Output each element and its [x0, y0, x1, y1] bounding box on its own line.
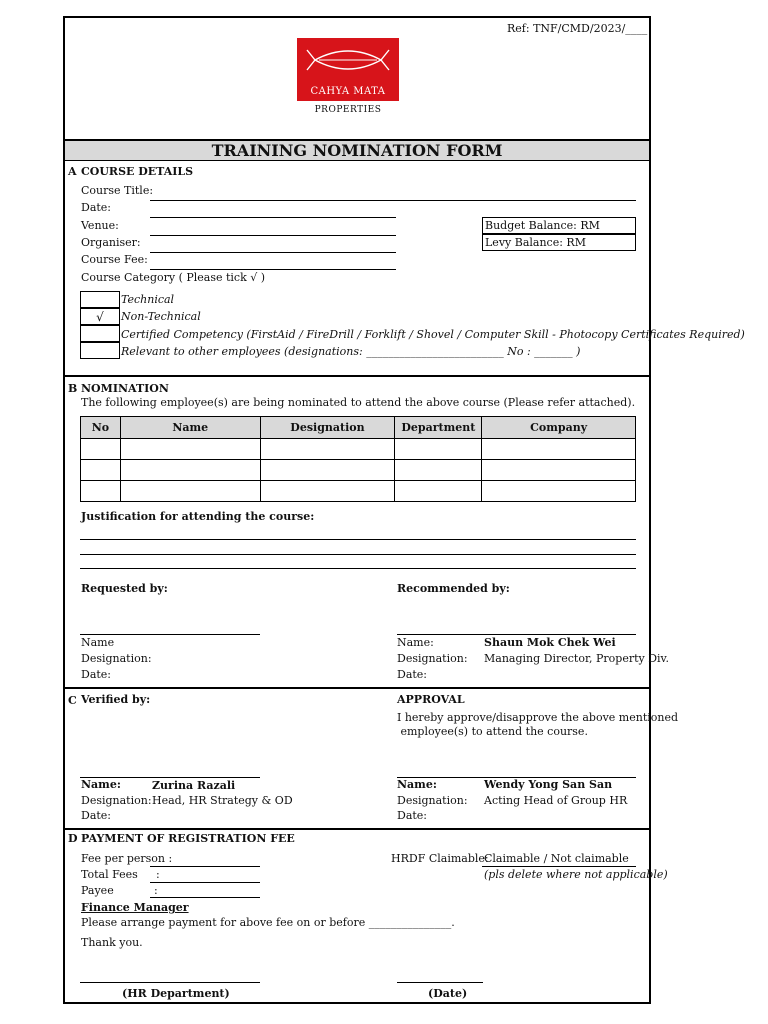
section-a-heading: COURSE DETAILS	[81, 165, 194, 178]
requester-name-label: Name	[81, 636, 115, 649]
tick-relevant-others[interactable]	[80, 342, 120, 359]
hrdf-note: (pls delete where not applicable)	[484, 868, 668, 881]
col-department-header: Department	[395, 417, 482, 439]
justification-line-2[interactable]	[80, 554, 636, 555]
date-caption: (Date)	[428, 987, 468, 1000]
section-b-heading: NOMINATION	[81, 382, 169, 395]
verifier-designation-label: Designation:	[81, 794, 152, 807]
table-cell[interactable]	[81, 460, 121, 481]
logo-subtitle: PROPERTIES	[314, 105, 382, 115]
table-header-row	[81, 417, 636, 439]
form-title: TRAINING NOMINATION FORM	[65, 139, 649, 161]
finance-manager-label: Finance Manager	[81, 901, 189, 914]
venue-label: Venue:	[81, 219, 119, 232]
approver-designation-label: Designation:	[397, 794, 468, 807]
table-row	[81, 481, 636, 502]
approval-text-line-2: employee(s) to attend the course.	[397, 725, 588, 738]
approver-designation: Acting Head of Group HR	[484, 794, 628, 807]
date-field[interactable]	[150, 217, 396, 218]
verifier-designation: Head, HR Strategy & OD	[152, 794, 293, 807]
col-designation-header: Designation	[260, 417, 395, 439]
section-c-letter: C	[68, 694, 77, 707]
approver-name-label: Name:	[397, 778, 437, 791]
logo-emblem-icon	[297, 38, 399, 88]
hrdf-label: HRDF Claimable:	[391, 852, 489, 865]
table-row	[81, 439, 636, 460]
category-non-technical: Non-Technical	[121, 310, 201, 323]
table-cell[interactable]	[260, 460, 395, 481]
table-cell[interactable]	[482, 481, 636, 502]
justification-line-1[interactable]	[80, 539, 636, 540]
course-fee-field[interactable]	[150, 269, 396, 270]
table-cell[interactable]	[120, 460, 260, 481]
organiser-label: Organiser:	[81, 236, 141, 249]
levy-balance-field[interactable]: Levy Balance: RM	[482, 234, 636, 251]
nominee-table	[80, 416, 636, 502]
requester-date-label: Date:	[81, 668, 112, 681]
table-cell[interactable]	[395, 439, 482, 460]
total-fees-colon: :	[156, 868, 160, 881]
requested-by-label: Requested by:	[81, 582, 168, 595]
payee-field[interactable]	[150, 897, 260, 898]
total-fees-field[interactable]	[150, 882, 260, 883]
verifier-date-label: Date:	[81, 809, 112, 822]
table-cell[interactable]	[120, 439, 260, 460]
venue-field[interactable]	[150, 235, 396, 236]
payee-label: Payee	[81, 884, 114, 897]
justification-label: Justification for attending the course:	[81, 510, 315, 523]
section-divider	[65, 828, 649, 830]
hr-signature-line[interactable]	[80, 982, 260, 983]
category-certified-competency: Certified Competency (FirstAid / FireDrill / Forklift / Shovel / Computer Skill - Photocopy Certificates Required)	[121, 328, 745, 341]
fee-per-person-label: Fee per person :	[81, 852, 173, 865]
table-row	[81, 460, 636, 481]
hrdf-underline	[482, 866, 636, 867]
category-technical: Technical	[121, 293, 175, 306]
requester-signature-line[interactable]	[80, 634, 260, 635]
table-cell[interactable]	[395, 460, 482, 481]
col-company-header: Company	[482, 417, 636, 439]
hr-department-label: (HR Department)	[122, 987, 230, 1000]
approval-text-line-1: I hereby approve/disapprove the above mentioned	[397, 711, 679, 724]
category-relevant-others: Relevant to other employees (designations: _________________________ No : _______ )	[121, 345, 581, 358]
course-title-field[interactable]	[150, 200, 636, 201]
table-cell[interactable]	[395, 481, 482, 502]
course-fee-label: Course Fee:	[81, 253, 148, 266]
approval-heading: APPROVAL	[397, 693, 465, 706]
table-cell[interactable]	[260, 439, 395, 460]
thank-you-text: Thank you.	[81, 936, 143, 949]
table-cell[interactable]	[260, 481, 395, 502]
table-cell[interactable]	[81, 481, 121, 502]
recommender-designation: Managing Director, Property Div.	[484, 652, 669, 665]
recommender-name: Shaun Mok Chek Wei	[484, 636, 616, 649]
organiser-field[interactable]	[150, 252, 396, 253]
date-label: Date:	[81, 201, 112, 214]
fee-per-person-field[interactable]	[150, 866, 260, 867]
approver-date-label: Date:	[397, 809, 428, 822]
date-signature-line[interactable]	[397, 982, 483, 983]
section-b-letter: B	[68, 382, 78, 395]
hrdf-value: Claimable / Not claimable	[484, 852, 629, 865]
table-cell[interactable]	[482, 439, 636, 460]
table-cell[interactable]	[482, 460, 636, 481]
table-cell[interactable]	[81, 439, 121, 460]
section-divider	[65, 375, 649, 377]
section-a-letter: A	[68, 165, 77, 178]
section-divider	[65, 687, 649, 689]
total-fees-label: Total Fees	[81, 868, 138, 881]
recommended-by-label: Recommended by:	[397, 582, 510, 595]
section-d-letter: D	[68, 832, 78, 845]
tick-technical[interactable]	[80, 291, 120, 308]
payee-colon: :	[154, 884, 158, 897]
recommender-date-label: Date:	[397, 668, 428, 681]
nomination-intro: The following employee(s) are being nominated to attend the above course (Please refer attached).	[81, 396, 636, 409]
col-name-header: Name	[120, 417, 260, 439]
section-d-heading: PAYMENT OF REGISTRATION FEE	[81, 832, 295, 845]
arrange-payment-text: Please arrange payment for above fee on or before _______________.	[81, 916, 455, 929]
course-category-label: Course Category ( Please tick √ )	[81, 271, 266, 284]
course-title-label: Course Title:	[81, 184, 154, 197]
budget-balance-field[interactable]: Budget Balance: RM	[482, 217, 636, 234]
company-logo	[297, 38, 399, 101]
justification-line-3[interactable]	[80, 568, 636, 569]
verifier-name: Zurina Razali	[152, 779, 236, 792]
recommender-signature-line[interactable]	[397, 634, 636, 635]
reference-number: Ref: TNF/CMD/2023/____	[507, 22, 648, 35]
approver-name: Wendy Yong San San	[484, 778, 613, 791]
col-no-header: No	[81, 417, 121, 439]
table-cell[interactable]	[120, 481, 260, 502]
verifier-name-label: Name:	[81, 778, 121, 791]
tick-certified-competency[interactable]	[80, 325, 120, 342]
recommender-name-label: Name:	[397, 636, 434, 649]
recommender-designation-label: Designation:	[397, 652, 468, 665]
requester-designation-label: Designation:	[81, 652, 152, 665]
verified-by-label: Verified by:	[81, 693, 151, 706]
tick-non-technical[interactable]: √	[80, 308, 120, 325]
logo-brand: CAHYA MATA	[310, 86, 386, 97]
